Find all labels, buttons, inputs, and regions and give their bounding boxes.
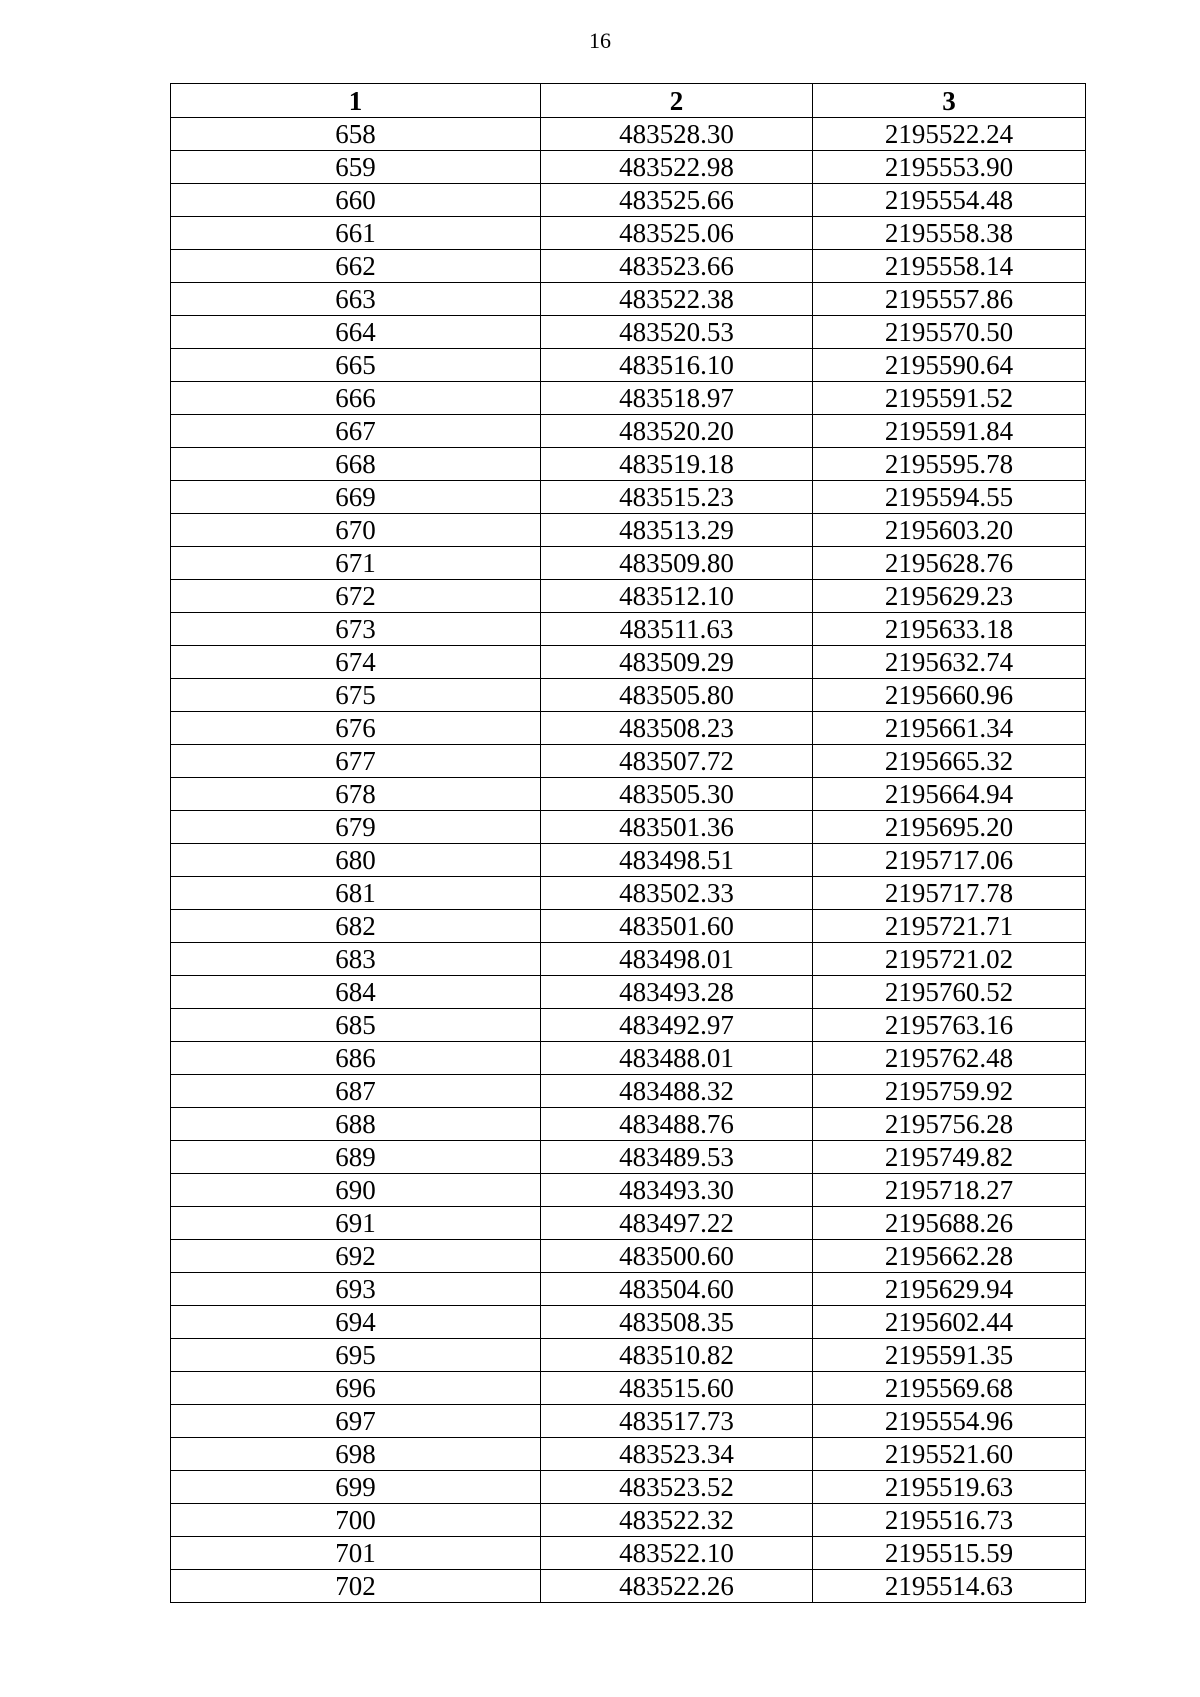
table-row: [171, 943, 1086, 976]
x-coordinate-cell: 483509.29: [541, 646, 813, 679]
y-coordinate-cell: 2195662.28: [813, 1240, 1086, 1273]
x-coordinate-cell: 483523.34: [541, 1438, 813, 1471]
point-number-cell: 682: [171, 910, 541, 943]
point-number-cell: 677: [171, 745, 541, 778]
table-row: [171, 1174, 1086, 1207]
point-number-cell: 678: [171, 778, 541, 811]
table-row: [171, 1042, 1086, 1075]
y-coordinate-cell: 2195602.44: [813, 1306, 1086, 1339]
y-coordinate-cell: 2195554.96: [813, 1405, 1086, 1438]
point-number-cell: 666: [171, 382, 541, 415]
point-number-cell: 671: [171, 547, 541, 580]
x-coordinate-cell: 483497.22: [541, 1207, 813, 1240]
y-coordinate-cell: 2195516.73: [813, 1504, 1086, 1537]
point-number-cell: 689: [171, 1141, 541, 1174]
x-coordinate-cell: 483515.23: [541, 481, 813, 514]
y-coordinate-cell: 2195595.78: [813, 448, 1086, 481]
point-number-cell: 665: [171, 349, 541, 382]
y-coordinate-cell: 2195759.92: [813, 1075, 1086, 1108]
point-number-cell: 697: [171, 1405, 541, 1438]
table-row: [171, 481, 1086, 514]
table-row: [171, 382, 1086, 415]
column-header-1: 1: [171, 84, 541, 118]
table-row: [171, 151, 1086, 184]
point-number-cell: 675: [171, 679, 541, 712]
x-coordinate-cell: 483525.06: [541, 217, 813, 250]
table-row: [171, 1339, 1086, 1372]
table-row: [171, 1240, 1086, 1273]
table-row: [171, 514, 1086, 547]
x-coordinate-cell: 483523.66: [541, 250, 813, 283]
y-coordinate-cell: 2195660.96: [813, 679, 1086, 712]
point-number-cell: 686: [171, 1042, 541, 1075]
y-coordinate-cell: 2195763.16: [813, 1009, 1086, 1042]
x-coordinate-cell: 483488.32: [541, 1075, 813, 1108]
y-coordinate-cell: 2195762.48: [813, 1042, 1086, 1075]
y-coordinate-cell: 2195558.38: [813, 217, 1086, 250]
table-row: [171, 1009, 1086, 1042]
point-number-cell: 658: [171, 118, 541, 151]
point-number-cell: 699: [171, 1471, 541, 1504]
x-coordinate-cell: 483508.35: [541, 1306, 813, 1339]
x-coordinate-cell: 483516.10: [541, 349, 813, 382]
table-row: [171, 1570, 1086, 1603]
y-coordinate-cell: 2195629.94: [813, 1273, 1086, 1306]
x-coordinate-cell: 483489.53: [541, 1141, 813, 1174]
table-row: [171, 1405, 1086, 1438]
table-row: [171, 415, 1086, 448]
x-coordinate-cell: 483522.32: [541, 1504, 813, 1537]
x-coordinate-cell: 483515.60: [541, 1372, 813, 1405]
table-row: [171, 811, 1086, 844]
x-coordinate-cell: 483528.30: [541, 118, 813, 151]
y-coordinate-cell: 2195749.82: [813, 1141, 1086, 1174]
point-number-cell: 669: [171, 481, 541, 514]
point-number-cell: 664: [171, 316, 541, 349]
y-coordinate-cell: 2195570.50: [813, 316, 1086, 349]
y-coordinate-cell: 2195633.18: [813, 613, 1086, 646]
x-coordinate-cell: 483517.73: [541, 1405, 813, 1438]
y-coordinate-cell: 2195514.63: [813, 1570, 1086, 1603]
table-row: [171, 1075, 1086, 1108]
table-row: [171, 1108, 1086, 1141]
y-coordinate-cell: 2195590.64: [813, 349, 1086, 382]
point-number-cell: 681: [171, 877, 541, 910]
y-coordinate-cell: 2195664.94: [813, 778, 1086, 811]
point-number-cell: 695: [171, 1339, 541, 1372]
x-coordinate-cell: 483507.72: [541, 745, 813, 778]
table-row: [171, 547, 1086, 580]
x-coordinate-cell: 483509.80: [541, 547, 813, 580]
table-row: [171, 217, 1086, 250]
x-coordinate-cell: 483525.66: [541, 184, 813, 217]
table-row: [171, 1504, 1086, 1537]
x-coordinate-cell: 483502.33: [541, 877, 813, 910]
table-row: [171, 613, 1086, 646]
column-header-2: 2: [541, 84, 813, 118]
table-row: [171, 316, 1086, 349]
x-coordinate-cell: 483493.30: [541, 1174, 813, 1207]
table-row: [171, 712, 1086, 745]
point-number-cell: 670: [171, 514, 541, 547]
page-number: 16: [589, 28, 611, 53]
table-row: [171, 1207, 1086, 1240]
x-coordinate-cell: 483512.10: [541, 580, 813, 613]
point-number-cell: 692: [171, 1240, 541, 1273]
point-number-cell: 662: [171, 250, 541, 283]
table-row: [171, 1537, 1086, 1570]
point-number-cell: 698: [171, 1438, 541, 1471]
table-row: [171, 118, 1086, 151]
x-coordinate-cell: 483505.30: [541, 778, 813, 811]
x-coordinate-cell: 483520.53: [541, 316, 813, 349]
table-row: [171, 679, 1086, 712]
y-coordinate-cell: 2195554.48: [813, 184, 1086, 217]
y-coordinate-cell: 2195591.35: [813, 1339, 1086, 1372]
point-number-cell: 683: [171, 943, 541, 976]
y-coordinate-cell: 2195591.52: [813, 382, 1086, 415]
point-number-cell: 684: [171, 976, 541, 1009]
table-header: [171, 84, 1086, 118]
point-number-cell: 672: [171, 580, 541, 613]
table-row: [171, 1273, 1086, 1306]
y-coordinate-cell: 2195665.32: [813, 745, 1086, 778]
table-row: [171, 184, 1086, 217]
x-coordinate-cell: 483501.60: [541, 910, 813, 943]
x-coordinate-cell: 483488.01: [541, 1042, 813, 1075]
table-row: [171, 976, 1086, 1009]
point-number-cell: 701: [171, 1537, 541, 1570]
column-header-3: 3: [813, 84, 1086, 118]
point-number-cell: 659: [171, 151, 541, 184]
y-coordinate-cell: 2195558.14: [813, 250, 1086, 283]
table-row: [171, 1141, 1086, 1174]
y-coordinate-cell: 2195594.55: [813, 481, 1086, 514]
table-row: [171, 349, 1086, 382]
x-coordinate-cell: 483505.80: [541, 679, 813, 712]
point-number-cell: 668: [171, 448, 541, 481]
table-row: [171, 910, 1086, 943]
table-row: [171, 778, 1086, 811]
y-coordinate-cell: 2195629.23: [813, 580, 1086, 613]
table-row: [171, 877, 1086, 910]
x-coordinate-cell: 483493.28: [541, 976, 813, 1009]
x-coordinate-cell: 483520.20: [541, 415, 813, 448]
point-number-cell: 687: [171, 1075, 541, 1108]
point-number-cell: 685: [171, 1009, 541, 1042]
point-number-cell: 693: [171, 1273, 541, 1306]
x-coordinate-cell: 483522.10: [541, 1537, 813, 1570]
x-coordinate-cell: 483488.76: [541, 1108, 813, 1141]
table-row: [171, 283, 1086, 316]
point-number-cell: 679: [171, 811, 541, 844]
table-row: [171, 250, 1086, 283]
point-number-cell: 667: [171, 415, 541, 448]
y-coordinate-cell: 2195760.52: [813, 976, 1086, 1009]
point-number-cell: 661: [171, 217, 541, 250]
y-coordinate-cell: 2195695.20: [813, 811, 1086, 844]
x-coordinate-cell: 483500.60: [541, 1240, 813, 1273]
y-coordinate-cell: 2195756.28: [813, 1108, 1086, 1141]
point-number-cell: 691: [171, 1207, 541, 1240]
x-coordinate-cell: 483508.23: [541, 712, 813, 745]
y-coordinate-cell: 2195519.63: [813, 1471, 1086, 1504]
x-coordinate-cell: 483511.63: [541, 613, 813, 646]
point-number-cell: 674: [171, 646, 541, 679]
point-number-cell: 676: [171, 712, 541, 745]
y-coordinate-cell: 2195717.78: [813, 877, 1086, 910]
table-row: [171, 745, 1086, 778]
table-body: [171, 118, 1086, 1603]
y-coordinate-cell: 2195515.59: [813, 1537, 1086, 1570]
x-coordinate-cell: 483522.98: [541, 151, 813, 184]
coordinates-table: [170, 83, 1086, 1603]
point-number-cell: 694: [171, 1306, 541, 1339]
y-coordinate-cell: 2195721.71: [813, 910, 1086, 943]
table-row: [171, 448, 1086, 481]
x-coordinate-cell: 483519.18: [541, 448, 813, 481]
table-row: [171, 1438, 1086, 1471]
table-row: [171, 1471, 1086, 1504]
point-number-cell: 688: [171, 1108, 541, 1141]
x-coordinate-cell: 483498.51: [541, 844, 813, 877]
x-coordinate-cell: 483522.26: [541, 1570, 813, 1603]
x-coordinate-cell: 483518.97: [541, 382, 813, 415]
table-row: [171, 1372, 1086, 1405]
x-coordinate-cell: 483501.36: [541, 811, 813, 844]
y-coordinate-cell: 2195522.24: [813, 118, 1086, 151]
x-coordinate-cell: 483498.01: [541, 943, 813, 976]
table-row: [171, 844, 1086, 877]
y-coordinate-cell: 2195569.68: [813, 1372, 1086, 1405]
y-coordinate-cell: 2195688.26: [813, 1207, 1086, 1240]
table-row: [171, 1306, 1086, 1339]
x-coordinate-cell: 483513.29: [541, 514, 813, 547]
table-row: [171, 580, 1086, 613]
y-coordinate-cell: 2195717.06: [813, 844, 1086, 877]
point-number-cell: 673: [171, 613, 541, 646]
x-coordinate-cell: 483522.38: [541, 283, 813, 316]
x-coordinate-cell: 483504.60: [541, 1273, 813, 1306]
y-coordinate-cell: 2195603.20: [813, 514, 1086, 547]
table-row: [171, 646, 1086, 679]
point-number-cell: 660: [171, 184, 541, 217]
y-coordinate-cell: 2195718.27: [813, 1174, 1086, 1207]
y-coordinate-cell: 2195553.90: [813, 151, 1086, 184]
point-number-cell: 663: [171, 283, 541, 316]
y-coordinate-cell: 2195661.34: [813, 712, 1086, 745]
point-number-cell: 702: [171, 1570, 541, 1603]
table-header-row: [171, 84, 1086, 118]
x-coordinate-cell: 483523.52: [541, 1471, 813, 1504]
y-coordinate-cell: 2195521.60: [813, 1438, 1086, 1471]
y-coordinate-cell: 2195628.76: [813, 547, 1086, 580]
point-number-cell: 690: [171, 1174, 541, 1207]
point-number-cell: 680: [171, 844, 541, 877]
x-coordinate-cell: 483510.82: [541, 1339, 813, 1372]
y-coordinate-cell: 2195591.84: [813, 415, 1086, 448]
x-coordinate-cell: 483492.97: [541, 1009, 813, 1042]
y-coordinate-cell: 2195721.02: [813, 943, 1086, 976]
point-number-cell: 696: [171, 1372, 541, 1405]
point-number-cell: 700: [171, 1504, 541, 1537]
y-coordinate-cell: 2195557.86: [813, 283, 1086, 316]
y-coordinate-cell: 2195632.74: [813, 646, 1086, 679]
